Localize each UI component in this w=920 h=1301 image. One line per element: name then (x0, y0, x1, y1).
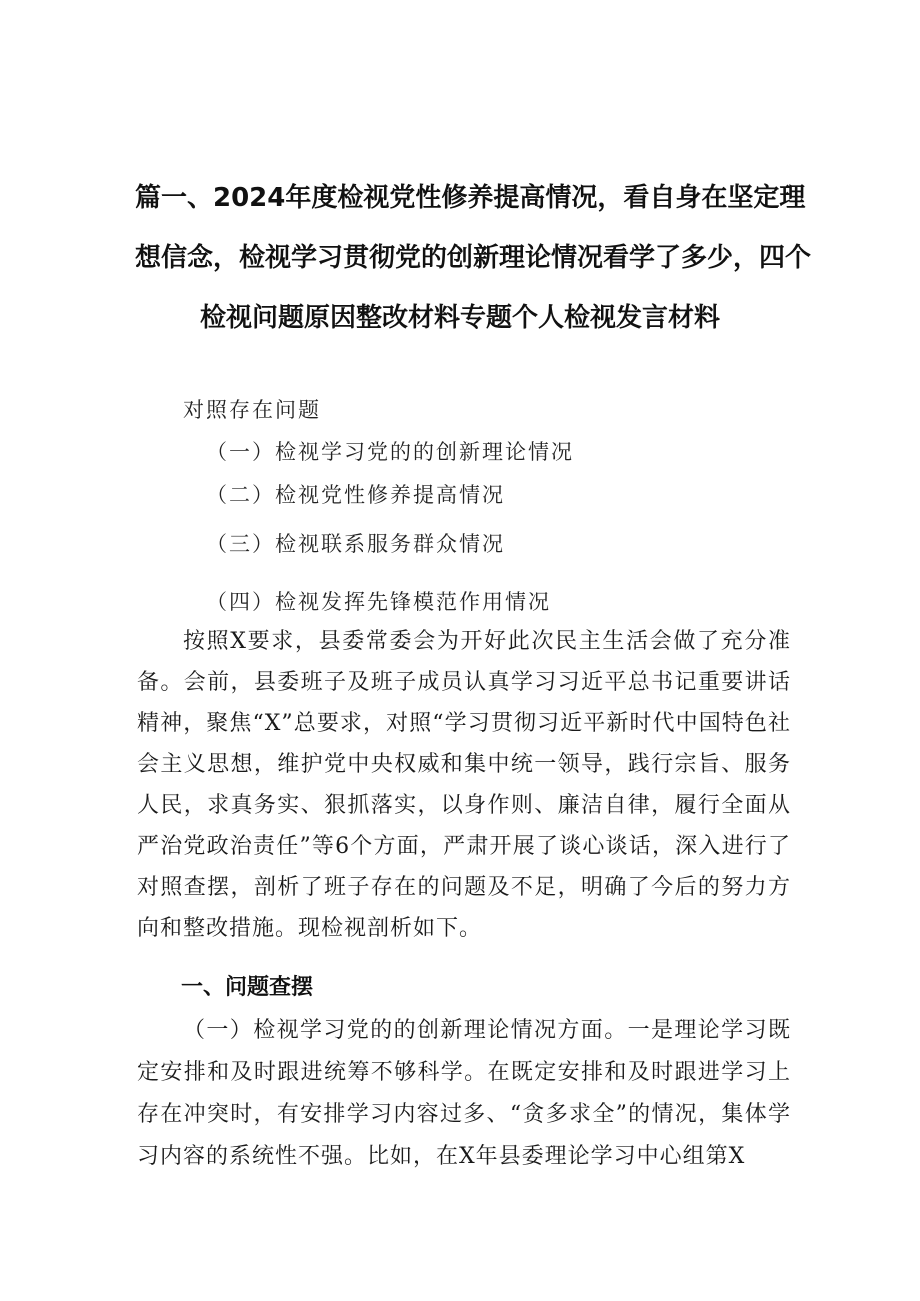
title-line: 想信念，检视学习贯彻党的创新理论情况看学了多少，四个 (135, 243, 812, 273)
intro-paragraph: 按照X要求，县委常委会为开好此次民主生活会做了充分准备。会前，县委班子及班子成员认真学习习近平总书记重要讲话精神，聚焦“X”总要求，对照“学习贯彻习近平新时代中国特色社会主义思想，维护党中央权威和集中统一领导，践行宗旨、服务人民，求真务实、狠抓落实，以身作则、廉洁自律，履行全面从严治党政治责任”等6个方面，严肃开展了谈心谈话，深入进行了对照查摆，剖析了班子存在的问题及不足，明确了今后的努力方向和整改措施。现检视剖析如下。 (137, 629, 791, 941)
section-heading: 一、问题查摆 (181, 975, 314, 1000)
title-line: 篇一、2024年度检视党性修养提高情况，看自身在坚定理 (135, 183, 806, 213)
document-title (135, 168, 812, 348)
outline-item: （一）检视学习党的的创新理论情况 (206, 440, 574, 464)
outline-item: （四）检视发挥先锋模范作用情况 (206, 590, 551, 614)
section-paragraph: （一）检视学习党的的创新理论情况方面。一是理论学习既定安排和及时跟进统筹不够科学。在既定安排和及时跟进学习上存在冲突时，有安排学习内容过多、“贪多求全”的情况，集体学习内容的系统性不强。比如，在X年县委理论学习中心组第X (137, 1018, 791, 1169)
outline-heading: 对照存在问题 (183, 398, 321, 422)
title-line: 检视问题原因整改材料专题个人检视发言材料 (199, 303, 720, 333)
outline-item: （三）检视联系服务群众情况 (206, 532, 505, 556)
outline-item: （二）检视党性修养提高情况 (206, 483, 505, 507)
